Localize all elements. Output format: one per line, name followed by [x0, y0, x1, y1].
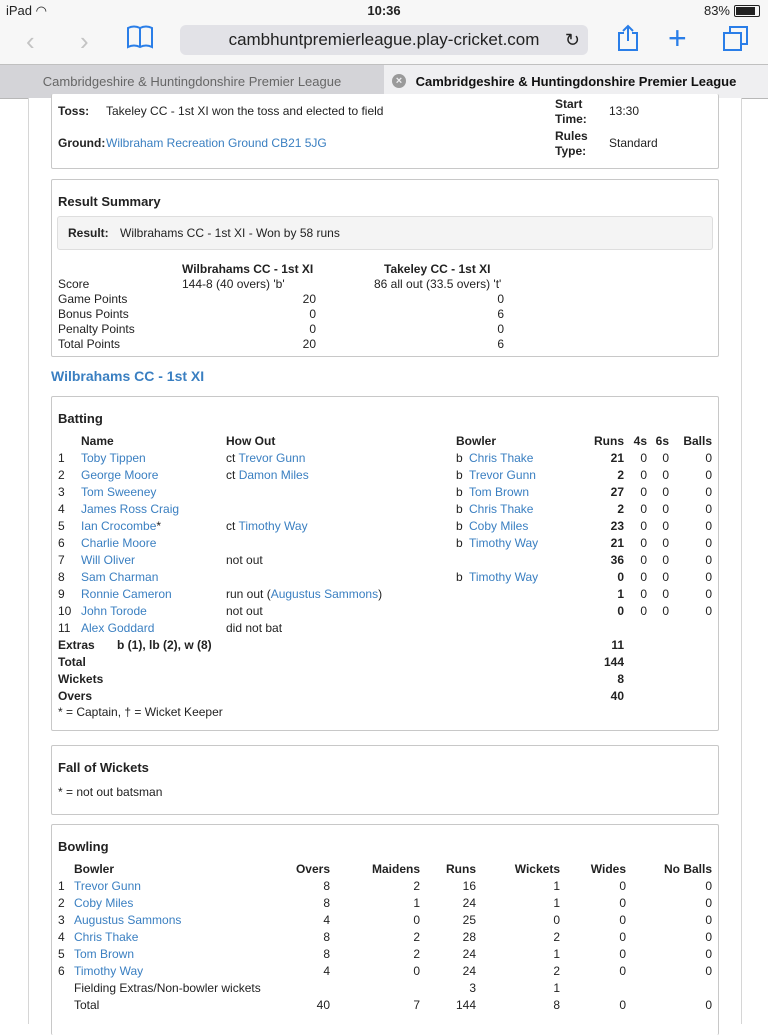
bowler-name-link[interactable]: Tom Brown [74, 947, 135, 961]
bowling-row-wides: 0 [619, 964, 626, 978]
summary-team1-value: 20 [302, 337, 316, 351]
bowling-row [52, 896, 718, 913]
bowler-name-link[interactable]: Chris Thake [74, 930, 139, 944]
bowling-row-overs: 8 [323, 879, 330, 893]
toss-label: Toss: [58, 104, 90, 118]
bowling-total-wickets: 8 [553, 998, 560, 1012]
batting-row-runs: 2 [617, 502, 624, 516]
batting-row-name [81, 451, 146, 465]
bowling-row-wickets: 0 [553, 913, 560, 927]
batting-row-4s: 0 [640, 451, 647, 465]
bowling-header-bowler: Bowler [74, 862, 115, 876]
wickets-label: Wickets [58, 672, 104, 686]
batting-row-6s: 0 [662, 604, 669, 618]
how-out-text: run out ( [226, 587, 271, 601]
bowling-row-wides: 0 [619, 913, 626, 927]
bowling-row-wides: 0 [619, 879, 626, 893]
bowling-row-overs: 4 [323, 964, 330, 978]
bowling-row-runs: 24 [462, 964, 476, 978]
batting-row-number: 5 [58, 519, 65, 533]
bowling-header-no-balls: No Balls [663, 862, 712, 876]
team2-header: Takeley CC - 1st XI [384, 262, 491, 276]
rules-type-value: Standard [609, 136, 658, 150]
batsman-link[interactable]: Charlie Moore [81, 536, 157, 550]
batting-row-number: 1 [58, 451, 65, 465]
bowling-row-runs: 16 [462, 879, 476, 893]
bowling-row-overs: 8 [323, 930, 330, 944]
summary-row [52, 277, 718, 292]
forward-icon[interactable]: › [80, 26, 89, 56]
how-out-text: did not bat [226, 621, 283, 635]
batting-row [52, 621, 718, 638]
batting-row [52, 451, 718, 468]
summary-team1-value: 0 [309, 307, 316, 321]
bowler-name-link[interactable]: Coby Miles [74, 896, 134, 910]
tab-label: Cambridgeshire & Huntingdonshire Premier League [42, 74, 342, 89]
bowling-row-wides: 0 [619, 930, 626, 944]
bowled-marker: b [456, 519, 463, 533]
batting-row [52, 468, 718, 485]
summary-team2-value: 6 [497, 337, 504, 351]
captain-mark: * [156, 519, 162, 533]
batting-row-balls: 0 [705, 451, 712, 465]
bowling-row [52, 947, 718, 964]
batting-row-number: 4 [58, 502, 65, 516]
batting-row-runs: 0 [617, 570, 624, 584]
bowling-row [52, 930, 718, 947]
bowling-row [52, 879, 718, 896]
summary-row [52, 337, 718, 352]
bowling-row-maidens: 2 [413, 947, 420, 961]
batting-row-runs: 1 [617, 587, 624, 601]
batting-row-6s: 0 [662, 536, 669, 550]
bowled-marker: b [456, 485, 463, 499]
battery-icon [734, 5, 760, 17]
result-banner [57, 216, 713, 250]
batting-row [52, 536, 718, 553]
batting-row-name [81, 536, 156, 550]
bowling-row-maidens: 2 [413, 879, 420, 893]
bowling-row [52, 964, 718, 981]
batting-row-6s: 0 [662, 553, 669, 567]
bowling-row [52, 913, 718, 930]
new-tab-icon[interactable]: + [668, 20, 687, 56]
batting-row [52, 587, 718, 604]
total-label: Total [58, 655, 86, 669]
bowling-header-maidens: Maidens [371, 862, 420, 876]
bowled-marker: b [456, 502, 463, 516]
batting-row-how-out [226, 587, 382, 601]
overs-label: Overs [58, 689, 93, 703]
batting-row-balls: 0 [705, 536, 712, 550]
fall-of-wickets-title: Fall of Wickets [58, 760, 149, 775]
batting-row-balls: 0 [705, 570, 712, 584]
how-out-text: not out [226, 604, 263, 618]
match-info-box [51, 94, 719, 169]
batsman-link[interactable]: Toby Tippen [81, 451, 146, 465]
batting-row-number: 10 [58, 604, 72, 618]
batting-row-4s: 0 [640, 519, 647, 533]
fielding-extras-wickets: 1 [553, 981, 560, 995]
batting-row [52, 485, 718, 502]
bowling-row-maidens: 0 [413, 964, 420, 978]
browser-toolbar [0, 20, 768, 64]
fielding-extras-runs: 3 [469, 981, 476, 995]
summary-team2-value: 6 [497, 307, 504, 321]
bowling-row-number: 4 [58, 930, 65, 944]
how-out-suffix: ) [378, 587, 383, 601]
overs-value: 40 [610, 689, 624, 703]
bowling-row-maidens: 0 [413, 913, 420, 927]
batting-header-runs: Runs [594, 434, 624, 448]
toss-value: Takeley CC - 1st XI won the toss and elected to field [106, 104, 384, 118]
batting-row-name [81, 604, 147, 618]
reload-icon[interactable]: ↻ [564, 30, 580, 50]
how-out-text: ct [226, 468, 236, 482]
batting-row-runs: 23 [610, 519, 624, 533]
summary-row [52, 307, 718, 322]
batting-row-number: 3 [58, 485, 65, 499]
bookmarks-icon[interactable] [126, 24, 154, 56]
batting-row-6s: 0 [662, 519, 669, 533]
batting-row-name [81, 502, 179, 516]
batting-row-how-out [226, 468, 309, 482]
summary-row [52, 292, 718, 307]
tabs-icon[interactable] [722, 25, 750, 59]
bowler-link[interactable]: Trevor Gunn [469, 468, 536, 482]
batting-row-name [81, 468, 158, 482]
ground-label: Ground: [58, 136, 106, 150]
bowling-row-no-balls: 0 [705, 930, 712, 944]
batting-row-balls: 0 [705, 519, 712, 533]
summary-row [52, 322, 718, 337]
summary-row-label: Penalty Points [58, 322, 135, 336]
start-time-label: Start Time: [555, 97, 587, 126]
bowler-link[interactable]: Chris Thake [469, 451, 534, 465]
device-name: iPad [6, 3, 33, 18]
batting-row-6s: 0 [662, 451, 669, 465]
bowled-marker: b [456, 536, 463, 550]
batting-header-bowler: Bowler [456, 434, 497, 448]
batting-row-runs: 27 [610, 485, 624, 499]
bowled-marker: b [456, 468, 463, 482]
clock: 10:36 [367, 3, 401, 18]
batting-row-number: 8 [58, 570, 65, 584]
team1-header: Wilbrahams CC - 1st XI [182, 262, 314, 276]
batting-header-name: Name [81, 434, 114, 448]
batting-header-how-out: How Out [226, 434, 276, 448]
bowling-row-wickets: 1 [553, 947, 560, 961]
batting-row-how-out [226, 519, 308, 533]
bowling-row-overs: 8 [323, 947, 330, 961]
close-tab-icon[interactable]: × [392, 74, 406, 88]
bowling-row-wickets: 2 [553, 930, 560, 944]
total-value: 144 [603, 655, 624, 669]
bowling-row-no-balls: 0 [705, 896, 712, 910]
result-summary-title: Result Summary [58, 194, 161, 209]
batting-row-4s: 0 [640, 536, 647, 550]
batting-box [51, 396, 719, 731]
bowling-row-wickets: 1 [553, 896, 560, 910]
bowler-link[interactable]: Chris Thake [469, 502, 534, 516]
summary-row-label: Score [58, 277, 90, 291]
batting-row-runs: 21 [610, 536, 624, 550]
summary-team2-value: 0 [497, 292, 504, 306]
batting-row-6s: 0 [662, 502, 669, 516]
batting-row-balls: 0 [705, 587, 712, 601]
ground-link[interactable]: Wilbraham Recreation Ground CB21 5JG [106, 136, 327, 150]
bowling-box [51, 824, 719, 1035]
batting-row-name [81, 621, 154, 635]
batsman-link[interactable]: Ronnie Cameron [81, 587, 172, 601]
batsman-link[interactable]: John Torode [81, 604, 147, 618]
bowling-row-number: 2 [58, 896, 65, 910]
wifi-icon: ◠ [35, 3, 47, 18]
batting-row-runs: 21 [610, 451, 624, 465]
bowling-total-overs: 40 [316, 998, 330, 1012]
fielding-extras-label: Fielding Extras/Non-bowler wickets [74, 981, 261, 995]
batting-header-4s: 4s [633, 434, 647, 448]
batting-row-number: 9 [58, 587, 65, 601]
batting-row-number: 11 [58, 621, 71, 635]
batsman-link[interactable]: Ian Crocombe [81, 519, 157, 533]
batting-header-balls: Balls [683, 434, 712, 448]
bowling-row-overs: 8 [323, 896, 330, 910]
bowling-row-wides: 0 [619, 896, 626, 910]
batting-row-runs: 0 [617, 604, 624, 618]
bowling-row-no-balls: 0 [705, 964, 712, 978]
bowling-row-runs: 24 [462, 896, 476, 910]
status-bar [0, 0, 768, 20]
how-out-text: ct [226, 451, 236, 465]
batting-row-balls: 0 [705, 604, 712, 618]
fall-of-wickets-box [51, 745, 719, 815]
bowled-marker: b [456, 451, 463, 465]
bowler-link[interactable]: Timothy Way [469, 536, 539, 550]
batting-row-4s: 0 [640, 604, 647, 618]
batting-row-runs: 2 [617, 468, 624, 482]
batting-row-name [81, 587, 172, 601]
wickets-value: 8 [617, 672, 624, 686]
batting-row [52, 519, 718, 536]
back-icon[interactable]: ‹ [26, 26, 35, 56]
battery-percent: 83% [703, 3, 730, 18]
summary-team2-value: 86 all out (33.5 overs) 't' [374, 277, 502, 291]
extras-label: Extras [58, 638, 95, 652]
batting-row-how-out [226, 451, 305, 465]
bowling-row-wickets: 1 [553, 879, 560, 893]
batting-row [52, 502, 718, 519]
extras-detail: b (1), lb (2), w (8) [117, 638, 212, 652]
bowler-link[interactable]: Coby Miles [469, 519, 529, 533]
rules-type-label: Rules Type: [555, 129, 588, 158]
batting-row-number: 7 [58, 553, 65, 567]
batsman-link[interactable]: Tom Sweeney [81, 485, 157, 499]
bowling-row-no-balls: 0 [705, 879, 712, 893]
summary-row-label: Bonus Points [58, 307, 129, 321]
batting-row-runs: 36 [610, 553, 624, 567]
batsman-link[interactable]: Will Oliver [81, 553, 135, 567]
bowler-link[interactable]: Tom Brown [469, 485, 530, 499]
batting-row-4s: 0 [640, 468, 647, 482]
fielder-link[interactable]: Augustus Sammons [270, 587, 379, 601]
batting-row-4s: 0 [640, 570, 647, 584]
summary-row-label: Game Points [58, 292, 128, 306]
bowling-row-maidens: 2 [413, 930, 420, 944]
batting-row-6s: 0 [662, 570, 669, 584]
bowling-header-overs: Overs [295, 862, 330, 876]
summary-row-label: Total Points [58, 337, 121, 351]
share-icon[interactable] [616, 24, 640, 58]
batting-row-4s: 0 [640, 502, 647, 516]
bowling-row-number: 1 [58, 879, 65, 893]
bowling-row-number: 3 [58, 913, 65, 927]
bowling-row-runs: 28 [462, 930, 476, 944]
batting-row-4s: 0 [640, 587, 647, 601]
batting-row-balls: 0 [705, 485, 712, 499]
how-out-text: ct [226, 519, 236, 533]
batsman-link[interactable]: George Moore [81, 468, 159, 482]
summary-team1-value: 20 [302, 292, 316, 306]
batting-row-how-out [226, 604, 263, 618]
bowler-link[interactable]: Timothy Way [469, 570, 539, 584]
batting-legend: * = Captain, † = Wicket Keeper [58, 705, 223, 719]
batting-row-balls: 0 [705, 468, 712, 482]
bowling-total-label: Total [74, 998, 100, 1012]
batting-row-4s: 0 [640, 553, 647, 567]
url-text: cambhuntpremierleague.play-cricket.com [228, 30, 540, 49]
batting-row-name [81, 570, 158, 584]
batting-row-how-out [226, 621, 282, 635]
fielder-link[interactable]: Timothy Way [238, 519, 308, 533]
bowling-row-no-balls: 0 [705, 947, 712, 961]
batting-row-balls: 0 [705, 502, 712, 516]
tab-label: Cambridgeshire & Huntingdonshire Premier League [415, 74, 737, 89]
batsman-link[interactable]: Alex Goddard [81, 621, 155, 635]
bowling-row-number: 6 [58, 964, 65, 978]
battery-area [704, 3, 760, 18]
summary-team1-value: 144-8 (40 overs) 'b' [182, 277, 285, 291]
fall-of-wickets-note: * = not out batsman [58, 785, 163, 799]
result-value: Wilbrahams CC - 1st XI - Won by 58 runs [120, 226, 340, 240]
extras-value: 11 [611, 638, 624, 652]
batting-row-6s: 0 [662, 468, 669, 482]
bowler-name-link[interactable]: Augustus Sammons [74, 913, 182, 927]
result-label: Result: [68, 226, 109, 240]
page-content [28, 98, 742, 1024]
bowling-row-runs: 24 [462, 947, 476, 961]
summary-team2-value: 0 [497, 322, 504, 336]
bowling-row-wickets: 2 [553, 964, 560, 978]
bowling-row-runs: 25 [462, 913, 476, 927]
address-bar[interactable] [180, 25, 588, 55]
batting-row [52, 570, 718, 587]
bowling-row-no-balls: 0 [705, 913, 712, 927]
batting-row-name [81, 485, 156, 499]
batting-row-4s: 0 [640, 485, 647, 499]
batting-row-number: 6 [58, 536, 65, 550]
batting-row-how-out [226, 553, 263, 567]
team-heading[interactable]: Wilbrahams CC - 1st XI [51, 368, 205, 384]
batting-header-6s: 6s [655, 434, 669, 448]
batting-row-number: 2 [58, 468, 65, 482]
bowling-row-number: 5 [58, 947, 65, 961]
bowling-header-runs: Runs [446, 862, 476, 876]
bowling-total-maidens: 7 [413, 998, 420, 1012]
batting-row-name [81, 553, 135, 567]
fielder-link[interactable]: Damon Miles [238, 468, 309, 482]
bowling-row-overs: 4 [323, 913, 330, 927]
fielder-link[interactable]: Trevor Gunn [238, 451, 306, 465]
bowled-marker: b [456, 570, 463, 584]
bowler-name-link[interactable]: Trevor Gunn [74, 879, 141, 893]
bowler-name-link[interactable]: Timothy Way [74, 964, 144, 978]
bowling-title: Bowling [58, 839, 109, 854]
summary-team1-value: 0 [309, 322, 316, 336]
batting-row [52, 553, 718, 570]
batting-row-balls: 0 [705, 553, 712, 567]
bowling-total-wides: 0 [619, 998, 626, 1012]
result-summary-box [51, 179, 719, 357]
batting-row-6s: 0 [662, 485, 669, 499]
batsman-link[interactable]: Sam Charman [81, 570, 159, 584]
batting-row-6s: 0 [662, 587, 669, 601]
bowling-row-wides: 0 [619, 947, 626, 961]
batting-row [52, 604, 718, 621]
bowling-row-maidens: 1 [413, 896, 420, 910]
batting-title: Batting [58, 411, 103, 426]
start-time-value: 13:30 [609, 104, 640, 118]
bowling-total-runs: 144 [455, 998, 476, 1012]
bowling-total-no-balls: 0 [705, 998, 712, 1012]
how-out-text: not out [226, 553, 263, 567]
bowling-header-wickets: Wickets [514, 862, 560, 876]
bowling-header-wides: Wides [590, 862, 626, 876]
batting-row-name [81, 519, 161, 533]
batsman-link[interactable]: James Ross Craig [81, 502, 180, 516]
